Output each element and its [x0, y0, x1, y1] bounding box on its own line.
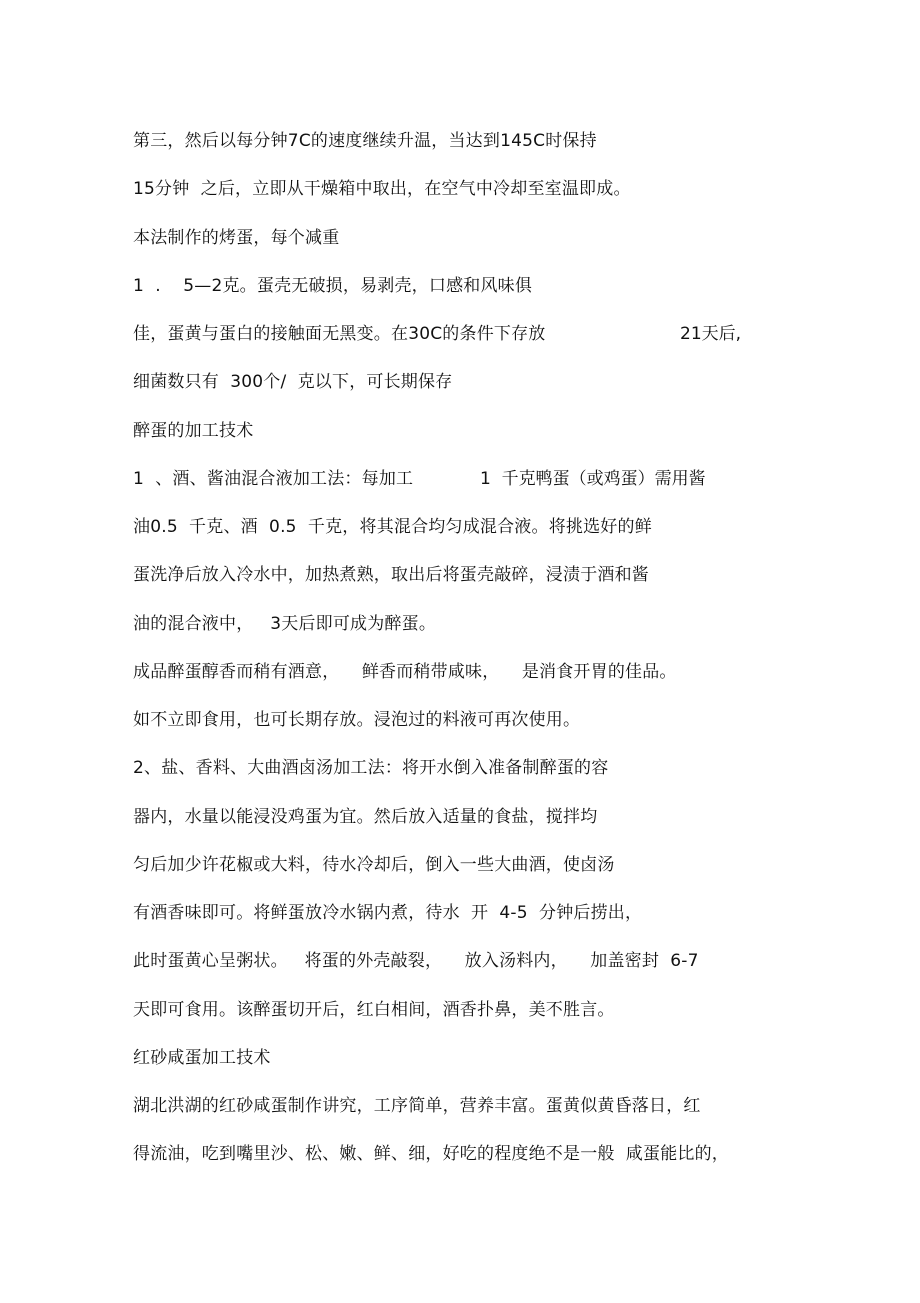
text-line: 湖北洪湖的红砂咸蛋制作讲究，工序简单，营养丰富。蛋黄似黄昏落日，红: [133, 1096, 701, 1116]
text-line: 1 . 5—2克。蛋壳无破损，易剥壳，口感和风味俱: [133, 276, 533, 296]
text-line: 匀后加少许花椒或大料，待水冷却后，倒入一些大曲酒，使卤汤: [133, 855, 615, 875]
text-line: 蛋洗净后放入冷水中，加热煮熟，取出后将蛋壳敲碎，浸渍于酒和酱: [133, 565, 649, 585]
text-line: 天即可食用。该醉蛋切开后，红白相间，酒香扑鼻，美不胜言。: [133, 1000, 615, 1020]
text-line-tail: 21天后,: [680, 324, 742, 344]
text-line: 佳，蛋黄与蛋白的接触面无黑变。在30C的条件下存放: [133, 324, 546, 344]
text-line: 此时蛋黄心呈粥状。 将蛋的外壳敲裂， 放入汤料内， 加盖密封 6-7: [133, 951, 699, 971]
text-line: 油0.5 千克、酒 0.5 千克，将其混合均匀成混合液。将挑选好的鲜: [133, 517, 652, 537]
section-heading: 醉蛋的加工技术: [133, 421, 254, 441]
text-line: 15分钟 之后，立即从干燥箱中取出，在空气中冷却至室温即成。: [133, 179, 631, 199]
text-line: 油的混合液中， 3天后即可成为醉蛋。: [133, 614, 437, 634]
text-line: 本法制作的烤蛋，每个减重: [133, 228, 340, 248]
text-line: 如不立即食用，也可长期存放。浸泡过的料液可再次使用。: [133, 710, 581, 730]
text-line: 得流油，吃到嘴里沙、松、嫩、鲜、细，好吃的程度绝不是一般 咸蛋能比的，: [133, 1144, 730, 1164]
text-line: 第三，然后以每分钟7C的速度继续升温，当达到145C时保持: [133, 131, 597, 151]
text-line-tail: 1 千克鸭蛋（或鸡蛋）需用酱: [480, 469, 706, 489]
text-line: 器内，水量以能浸没鸡蛋为宜。然后放入适量的食盐，搅拌均: [133, 807, 598, 827]
text-line: 有酒香味即可。将鲜蛋放冷水锅内煮，待水 开 4-5 分钟后捞出，: [133, 903, 643, 923]
text-line: 1 、酒、酱油混合液加工法：每加工: [133, 469, 414, 489]
text-line: 2、盐、香料、大曲酒卤汤加工法：将开水倒入准备制醉蛋的容: [133, 758, 609, 778]
text-line: 细菌数只有 300个/ 克以下，可长期保存: [133, 372, 453, 392]
text-line: 成品醉蛋醇香而稍有酒意， 鲜香而稍带咸味， 是消食开胃的佳品。: [133, 662, 677, 682]
section-heading: 红砂咸蛋加工技术: [133, 1048, 271, 1068]
